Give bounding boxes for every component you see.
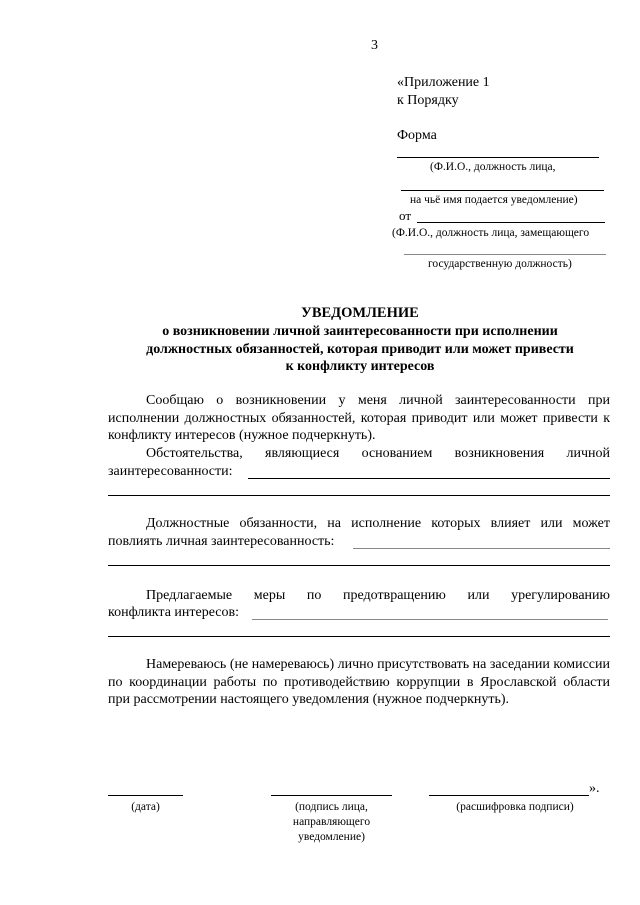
signature-caption-3: уведомление)	[298, 831, 365, 843]
document-title: УВЕДОМЛЕНИЕ	[301, 305, 419, 321]
signature-caption	[266, 800, 397, 845]
duties-line-1: Должностные обязанности, на исполнение которых влияет или может	[146, 516, 610, 531]
order-label: к Порядку	[397, 93, 459, 108]
decode-line[interactable]	[429, 795, 589, 796]
circumstances-fill-line-1[interactable]	[248, 478, 610, 479]
appendix-label: «Приложение 1	[397, 75, 490, 90]
page-number: 3	[371, 38, 378, 53]
duties-fill-line-2[interactable]	[108, 565, 610, 566]
signature-line[interactable]	[271, 795, 392, 796]
measures-line-1: Предлагаемые меры по предотвращению или урегулированию	[146, 588, 610, 603]
title-line-2: о возникновении личной заинтересованности при исполнении	[162, 324, 558, 339]
closing-mark: ».	[589, 781, 600, 796]
circumstances-line-1: Обстоятельства, являющиеся основанием возникновения личной	[146, 446, 610, 461]
sender-caption-1: (Ф.И.О., должность лица, замещающего	[392, 227, 590, 239]
sender-line-1	[417, 222, 605, 223]
form-label: Форма	[397, 128, 437, 143]
title-line-4: к конфликту интересов	[285, 359, 435, 374]
paragraph-intro: Сообщаю о возникновении у меня личной заинтересованности при исполнении должностных обязанностей, которая приводит или может привести к конфликту интересов (нужное подчеркнуть).	[108, 393, 610, 443]
sender-line-2	[404, 254, 606, 255]
duties-line-2: повлиять личная заинтересованность:	[108, 534, 335, 549]
recipient-line-2	[401, 190, 604, 191]
date-caption: (дата)	[131, 801, 160, 813]
measures-fill-line-2[interactable]	[108, 636, 610, 637]
recipient-caption-2: на чьё имя подается уведомление)	[410, 194, 578, 206]
from-label: от	[399, 208, 412, 223]
circumstances-line-2: заинтересованности:	[108, 464, 233, 479]
title-line-3: должностных обязанностей, которая приводит или может привести	[146, 342, 574, 357]
recipient-line-1	[397, 157, 599, 158]
decode-caption: (расшифровка подписи)	[456, 801, 574, 813]
recipient-caption-1: (Ф.И.О., должность лица,	[430, 161, 556, 173]
duties-fill-line-1[interactable]	[353, 548, 610, 549]
measures-line-2: конфликта интересов:	[108, 605, 239, 620]
paragraph-attendance: Намереваюсь (не намереваюсь) лично присутствовать на заседании комиссии по координации работы по противодействию коррупции в Ярославской области при рассмотрении настоящего уведомления (нужное подчеркнуть).	[108, 657, 610, 707]
circumstances-fill-line-2[interactable]	[108, 495, 610, 496]
date-line[interactable]	[108, 795, 183, 796]
signature-caption-1: (подпись лица,	[295, 801, 368, 813]
sender-caption-2: государственную должность)	[428, 258, 572, 270]
measures-fill-line-1[interactable]	[252, 619, 608, 620]
signature-caption-2: направляющего	[292, 816, 371, 828]
